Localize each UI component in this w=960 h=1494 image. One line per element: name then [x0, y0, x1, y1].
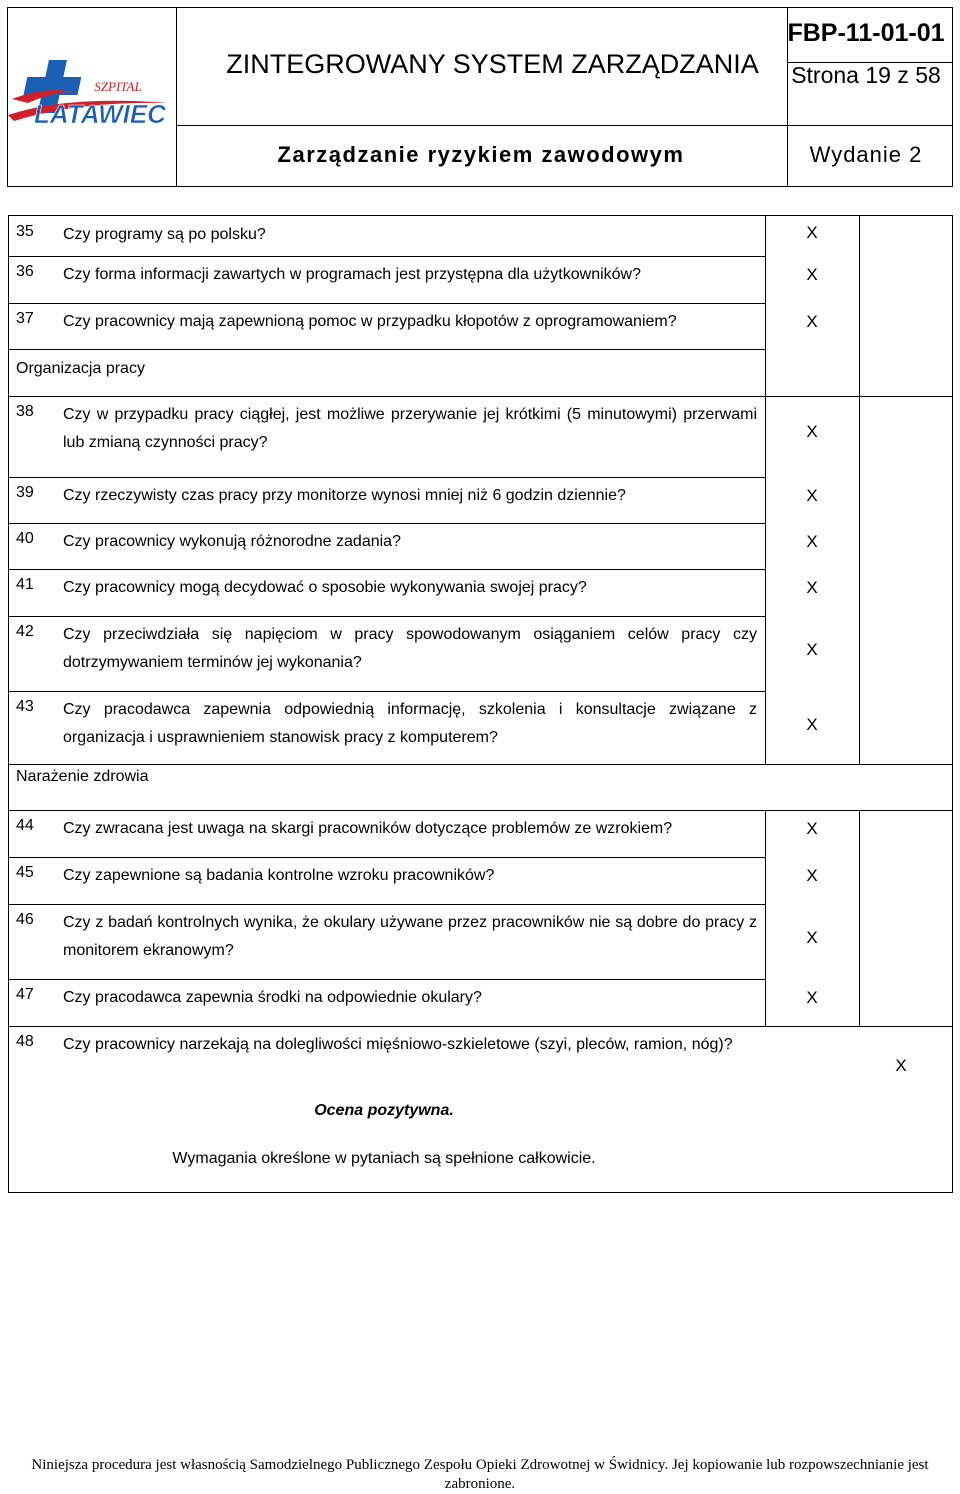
table-row	[9, 396, 952, 477]
question-number: 35	[16, 223, 34, 240]
answer-mark: X	[806, 265, 818, 284]
question-text: Czy z badań kontrolnych wynika, że okulary używane przez pracowników nie są dobre do pracy z monitorem ekranowym?	[63, 914, 757, 959]
svg-text:LATAWIEC: LATAWIEC	[34, 99, 166, 129]
answer-mark: X	[806, 223, 818, 242]
answer-mark: X	[806, 532, 818, 551]
question-text: Czy pracownicy mogą decydować o sposobie wykonywania swojej pracy?	[63, 579, 587, 596]
question-number: 40	[16, 530, 34, 547]
edition-label: Wydanie 2	[809, 142, 923, 167]
answer-mark: X	[806, 988, 818, 1007]
answer-mark: X	[806, 312, 818, 331]
document-subtitle: Zarządzanie ryzykiem zawodowym	[277, 142, 685, 167]
answer-mark: X	[895, 1056, 907, 1075]
table-row	[9, 810, 952, 857]
table-row	[9, 477, 952, 523]
answer-mark: X	[806, 866, 818, 885]
row-divider	[9, 764, 952, 765]
answer-mark: X	[806, 715, 818, 734]
table-row	[9, 256, 952, 303]
hospital-logo	[8, 55, 173, 135]
question-number: 45	[16, 864, 34, 881]
hospital-logo-icon	[8, 55, 173, 135]
section-heading: Narażenie zdrowia	[16, 768, 149, 785]
table-row	[9, 216, 952, 256]
question-number: 41	[16, 576, 34, 593]
table-row	[9, 904, 952, 979]
summary-title: Ocena pozytywna.	[314, 1102, 454, 1119]
question-text: Czy w przypadku pracy ciągłej, jest możliwe przerywanie jej krótkimi (5 minutowymi) przerwami lub zmianą czynności pracy?	[63, 406, 757, 451]
answer-mark: X	[806, 578, 818, 597]
question-number: 43	[16, 698, 34, 715]
summary-text: Wymagania określone w pytaniach są spełnione całkowicie.	[172, 1150, 596, 1167]
question-number: 42	[16, 623, 34, 640]
question-text: Czy programy są po polsku?	[63, 226, 266, 243]
row-divider	[9, 349, 765, 350]
table-row	[9, 303, 952, 349]
question-text: Czy pracownicy wykonują różnorodne zadania?	[63, 533, 401, 550]
document-code: FBP-11-01-01	[787, 18, 945, 47]
question-number: 37	[16, 310, 34, 327]
table-row	[9, 857, 952, 904]
table-row	[9, 691, 952, 764]
page-number-label: Strona 19 z 58	[791, 62, 941, 88]
question-text: Czy forma informacji zawartych w programach jest przystępna dla użytkowników?	[63, 266, 641, 283]
table-row	[9, 616, 952, 691]
question-number: 36	[16, 263, 34, 280]
answer-mark: X	[806, 486, 818, 505]
question-number: 39	[16, 484, 34, 501]
table-row	[9, 979, 952, 1026]
answer-mark: X	[806, 422, 818, 441]
question-number: 44	[16, 817, 34, 834]
question-text: Czy pracownicy mają zapewnioną pomoc w przypadku kłopotów z oprogramowaniem?	[63, 313, 677, 330]
question-text: Czy przeciwdziała się napięciom w pracy spowodowanym osiąganiem celów pracy czy dotrzymywaniem terminów jej wykonania?	[63, 626, 757, 671]
footer-line: Niniejsza procedura jest własnością Samodzielnego Publicznego Zespołu Opieki Zdrowotnej w Świdnicy. Jej kopiowanie lub rozpowszechnianie jest	[31, 1457, 929, 1473]
question-number: 38	[16, 403, 34, 420]
question-text: Czy zapewnione są badania kontrolne wzroku pracowników?	[63, 867, 495, 884]
question-number: 48	[16, 1033, 34, 1050]
copyright-footer	[10, 1456, 950, 1494]
table-row	[9, 523, 952, 569]
question-text: Czy zwracana jest uwaga na skargi pracowników dotyczące problemów ze wzrokiem?	[63, 820, 673, 837]
question-number: 47	[16, 986, 34, 1003]
system-title: ZINTEGROWANY SYSTEM ZARZĄDZANIA	[226, 48, 759, 79]
question-text: Czy pracodawca zapewnia środki na odpowiednie okulary?	[63, 989, 482, 1006]
footer-line: zabronione.	[444, 1476, 516, 1492]
question-number: 46	[16, 911, 34, 928]
table-row	[9, 569, 952, 616]
answer-mark: X	[806, 819, 818, 838]
section-heading: Organizacja pracy	[16, 360, 145, 377]
answer-mark: X	[806, 928, 818, 947]
page-number	[787, 62, 945, 124]
answer-mark: X	[806, 640, 818, 659]
question-text: Czy pracownicy narzekają na dolegliwości mięśniowo-szkieletowe (szyi, pleców, ramion, nóg)?	[63, 1036, 733, 1053]
question-text: Czy rzeczywisty czas pracy przy monitorze wynosi mniej niż 6 godzin dziennie?	[63, 487, 626, 504]
svg-text:SZPITAL: SZPITAL	[94, 79, 142, 94]
checklist-table	[8, 215, 953, 1193]
header-divider	[176, 125, 952, 126]
table-row	[9, 1026, 952, 1106]
question-text: Czy pracodawca zapewnia odpowiednią informację, szkolenia i konsultacje związane z organizacja i usprawnieniem stanowisk pracy z komputerem?	[63, 701, 757, 746]
